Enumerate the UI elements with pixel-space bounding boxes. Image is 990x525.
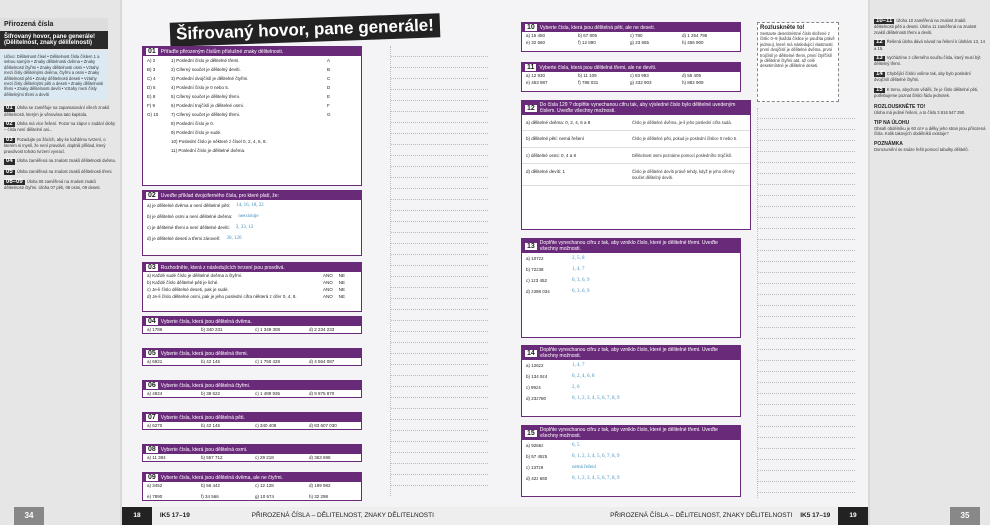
teacher-notes — [0, 102, 120, 197]
statement-row — [143, 272, 361, 279]
no-option[interactable]: NE — [338, 287, 346, 292]
question: d) dělitelné devíti: 1 — [526, 169, 566, 175]
matching-cell: 3) Poslední dvojčíslí je dělitelné čtyřmi. — [171, 76, 249, 81]
matching-row — [143, 146, 361, 155]
page-34 — [0, 0, 120, 525]
note-item — [874, 87, 986, 99]
matching-cell: 1) Poslední číslo je dělitelné třemi. — [171, 58, 240, 63]
explanation: Dělitelnost osmi poznáme pomocí posledního trojčíslí. — [632, 152, 733, 158]
value-option[interactable]: c) 780 — [630, 33, 643, 38]
solution-row — [522, 148, 750, 164]
page-number: 34 — [14, 507, 44, 525]
matching-cell — [147, 130, 165, 135]
exercise-header — [143, 381, 361, 390]
note-number: 15 — [876, 86, 883, 93]
value-option[interactable]: c) 29 218 — [255, 455, 274, 460]
answer-row — [522, 275, 740, 286]
note-text: Vycházíme z ciferného součtu čísla, který musí být dělitelný třemi. — [874, 55, 981, 67]
matching-cell — [327, 130, 337, 135]
matching-cell — [147, 121, 165, 126]
matching-cell: 8) Poslední číslo je 0. — [171, 121, 215, 126]
exercise-07 — [142, 412, 362, 430]
value-option[interactable]: b) 67 805 — [578, 33, 598, 38]
value-option[interactable]: h) 882 909 — [682, 80, 704, 85]
statement: c) Je-li číslo dělitelné deseti, pak je sudé. — [147, 287, 229, 292]
values-row — [143, 390, 361, 397]
matching-cell: 10) Poslední číslo je některé z čísel 0, 2, 4, 6, 8. — [171, 139, 267, 144]
values-row — [522, 32, 740, 46]
question: b) 134 9z4 — [526, 374, 548, 379]
matching-row — [143, 128, 361, 137]
value-option[interactable]: a) 6270 — [147, 423, 163, 428]
value-option[interactable]: c) 340 408 — [255, 423, 277, 428]
value-option[interactable]: c) 1 750 428 — [255, 359, 281, 364]
value-option[interactable]: e) 32 560 — [526, 40, 546, 45]
answer: 3, 33, 12 — [235, 225, 254, 230]
values-row — [143, 422, 361, 429]
exercise-text: Vyberte čísla, která jsou dělitelná osmi. — [160, 446, 248, 453]
answer: neexistuje — [238, 214, 259, 219]
answer: 0, 3, 6, 9 — [572, 289, 590, 294]
exercise-header — [143, 349, 361, 358]
note-item — [874, 71, 986, 83]
question: c) 99z4 — [526, 385, 541, 390]
note-item — [874, 55, 986, 67]
value-option[interactable]: a) 15 450 — [526, 33, 546, 38]
exercise-05 — [142, 348, 362, 366]
value-option[interactable]: b) 42 145 — [201, 359, 221, 364]
question: a) 9266z — [526, 443, 544, 448]
explanation: Číslo je dělitelné devíti právě tehdy, když je jeho ciferný součet dělitelný devíti. — [632, 169, 735, 180]
exercise-04 — [142, 316, 362, 334]
matching-cell: 11) Poslední číslo je dělitelné dvěma. — [171, 148, 246, 153]
question: c) dělitelné osmi: 0, 4 a 8 — [526, 152, 577, 158]
exercise-12: 12 Do čísla 129 ? doplňte vynechanou cifru tak, aby výsledné číslo bylo dělitelné uvedeným číslem. Uveďte všechny možnosti. a) dělitelné dvěma: 0, 2, 4, 6 a 8 Číslo je dělitelné dvěma, je-li jeho poslední cifra sudá. b) dělitelné pěti: nemá řešení Číslo je dělitelné pěti, pokud je poslední číslice 0 nebo 5. c) dělitelné osmi: 0, 4 a 8 Dělitelnost osmi poznáme pomocí posledního trojčíslí. d) dělitelné devíti: 1 Číslo je dělitelné devíti právě tehdy, když je jeho ciferný součet dělitelný devíti. — [521, 100, 751, 230]
page-footer: PŘIROZENÁ ČÍSLA – DĚLITELNOST, ZNAKY DĚLITELNOSTI IK5 17–19 19 — [495, 507, 868, 525]
matching-row — [143, 83, 361, 92]
value-option[interactable]: b) 11 109 — [578, 73, 597, 78]
answer: 2, 5, 8 — [572, 256, 585, 261]
statement: b) Každé číslo dělitelné pěti je liché. — [147, 280, 219, 285]
note-text: Pozadujte po žácích, aby ke každému tvrzení, o kterém si myslí, že není pravdivé, doplnili příklad, který pravdivost tohoto tvrzení vyvrací. — [4, 136, 106, 154]
matching-cell — [147, 148, 165, 153]
value-option[interactable]: b) 557 712 — [201, 455, 223, 460]
question: c) je dělitelné třemi a není dělitelné devíti: — [147, 225, 230, 230]
exercise-14: 14 Doplňte vynechanou cifru z tak, aby vzniklo číslo, které je dělitelné třemi. Uveďte všechny možnosti. a) 126z2 1, 4, 7 b) 134 9z4 0, 2, 4, 6, 8 c) 99z4 2, 6 d) 23z780 0, 1, 2, 3, 4, 5, 6, 7, 8, 9 — [521, 345, 741, 417]
exercise-header — [143, 413, 361, 422]
exercise-header — [143, 473, 361, 482]
question: d) z398 034 — [526, 289, 550, 294]
riddle-box: Rozluskněte to! Sestavte desetimístné číslo složené z číslic 0–9 (každá číslice je použita právě jednou), které má následující vlastnosti: první dvojčíslí je dělitelné dvěma, první trojčíslí je dělitelné třemi, první čtyřčíslí je dělitelné čtyřmi atd. až celé desetimístné je dělitelné deseti. — [757, 22, 839, 102]
yes-option[interactable]: ANO — [323, 280, 333, 285]
exercise-11: 11 Vyberte čísla, která jsou dělitelná třemi, ale ne devíti. a) 12 930 b) 11 109 c) 93 993 d) 55 405 e) 453 987 f) 788 031 g) 432 903 h) 882 909 — [521, 62, 741, 92]
value-option[interactable]: c) 1 349 308 — [255, 327, 281, 332]
question: b) dělitelné pěti: nemá řešení — [526, 136, 585, 142]
question: a) 107z2 — [526, 256, 544, 261]
question: d) 42z 660 — [526, 476, 548, 481]
note-text: Úloha zaměřená na znalost znaků dělitelnosti dvěma. — [16, 158, 116, 164]
value-option[interactable]: d) 55 405 — [682, 73, 702, 78]
exercise-06 — [142, 380, 362, 398]
value-option[interactable]: g) 23 655 — [630, 40, 650, 45]
values-row — [143, 454, 361, 461]
note-number: 03 — [6, 136, 13, 143]
answer: nemá řešení — [572, 465, 597, 470]
note-item — [4, 179, 116, 191]
writing-lines — [390, 46, 488, 496]
answer: 0, 1, 2, 3, 4, 5, 6, 7, 8, 9 — [572, 476, 620, 481]
value-option[interactable]: f) 12 890 — [578, 40, 596, 45]
answer: 1, 4, 7 — [572, 267, 585, 272]
value-option[interactable]: a) 4924 — [147, 391, 163, 396]
values-row — [143, 482, 361, 500]
note-number: 13 — [876, 55, 883, 62]
value-option[interactable]: h) 32 298 — [309, 494, 329, 499]
note-item — [4, 137, 116, 154]
note-item — [4, 158, 116, 164]
matching-cell — [327, 121, 337, 126]
statement: d) Je-li číslo dělitelné osmi, pak je jeho poslední cifra některá z cifer 0, 4, 8. — [147, 294, 297, 299]
exercise-text: Vyberte čísla, která jsou dělitelná dvěma, ale ne čtyřmi. — [160, 474, 283, 481]
question: a) 126z2 — [526, 363, 544, 368]
answer-row — [522, 253, 740, 264]
exercise-header — [143, 317, 361, 326]
answer-row — [522, 451, 740, 462]
exercise-text: Vyberte čísla, která jsou dělitelná pěti. — [160, 414, 245, 421]
exercise-header — [143, 445, 361, 454]
matching-cell: B — [327, 67, 331, 72]
exercise-number: 08 — [148, 446, 156, 453]
topics-box: Učivo: Dělitelnost čísel • Dělitelnost čísla číslem 1 a sebou samým • Znaky dělitelnosti dvěma • Znaky dělitelnosti čtyřmi • Znaky dělitelnosti osmi • Vztahy mezi čísly dělitelnými dvěma, čtyřmi a osmi • Znaky dělitelnosti pěti • Znaky dělitelnosti deseti • Vztahy mezi čísly dělitelnými pěti a deseti • Znaky dělitelnosti třemi • Znaky dělitelnosti devíti • Vztahy mezi čísly dělitelnými třemi a devíti — [0, 51, 108, 100]
value-option[interactable]: h) 456 900 — [682, 40, 704, 45]
note-text: Úloha 10 zaměřená na znalost znaků dělitelnosti pěti a deseti. Úloha 11 zaměřená na znalost znaků dělitelnosti třemi a devíti. — [874, 18, 977, 35]
matching-cell: 6) Poslední trojčíslí je dělitelné osmi. — [171, 103, 245, 108]
matching-cell: 5) Ciferný součet je dělitelný třemi. — [171, 94, 241, 99]
exercise-text: Vyberte čísla, která jsou dělitelná dvěma. — [160, 318, 252, 325]
statement-row — [143, 293, 361, 300]
value-option[interactable]: b) 56 442 — [201, 483, 221, 488]
matching-cell: D — [327, 85, 331, 90]
answer-row — [522, 393, 740, 404]
value-option[interactable]: d) 199 982 — [309, 483, 331, 488]
note-number: 02 — [6, 121, 13, 128]
value-option[interactable]: f) 34 566 — [201, 494, 219, 499]
matching-row — [143, 119, 361, 128]
note-number: 01 — [6, 105, 13, 112]
answer: 0, 1, 2, 3, 4, 5, 6, 7, 8, 9 — [572, 396, 620, 401]
question: c) 1z3 452 — [526, 278, 548, 283]
matching-cell: 2) Ciferný součet je dělitelný devíti. — [171, 67, 241, 72]
note-text: Řešená úloha dává návod na řešení k úlohám 13, 14 a 15. — [874, 39, 985, 51]
matching-row — [143, 92, 361, 101]
matching-cell: 4) Poslední číslo je 0 nebo 5. — [171, 85, 230, 90]
answer-row — [522, 440, 740, 451]
answer: 14, 16, 18, 22 — [236, 203, 264, 208]
answer-row — [143, 200, 361, 211]
note-text: Chybějící číslici volíme tak, aby bylo poslední dvojčíslí dělitelné čtyřmi. — [874, 70, 971, 83]
answer-row — [522, 371, 740, 382]
matching-row — [143, 110, 361, 119]
matching-cell: C — [327, 76, 331, 81]
question: b) 57 48z5 — [526, 454, 548, 459]
page-number: 35 — [950, 507, 980, 525]
note-number: 05 — [6, 168, 13, 175]
matching-row — [143, 74, 361, 83]
value-option[interactable]: g) 10 674 — [255, 494, 275, 499]
answer: 1, 4, 7 — [572, 363, 585, 368]
answer-row — [522, 264, 740, 275]
note-text: Úloha zaměřená na znalost znaků dělitelnosti třemi. — [16, 168, 113, 174]
exercise-text: Vyberte čísla, která jsou dělitelná čtyřmi. — [160, 382, 251, 389]
no-option[interactable]: NE — [338, 280, 346, 285]
matching-cell: E — [327, 94, 331, 99]
exercise-number: 05 — [148, 350, 156, 357]
value-option[interactable]: b) 340 231 — [201, 327, 223, 332]
page-19 — [495, 0, 868, 525]
value-option[interactable]: a) 6921 — [147, 359, 163, 364]
value-option[interactable]: d) 363 698 — [309, 455, 331, 460]
value-option[interactable]: c) 12 128 — [255, 483, 274, 488]
exercise-01: 01 Přiřaďte přirozeným číslům příslušné znaky dělitelnosti. A) 2 1) Poslední číslo je dělitelné třemi. A B) 3 2) Ciferný součet je dělitelný devíti. B C) 4 3) Poslední dvojčíslí je dělitelné čtyřmi. C D) 5 4) Poslední číslo je 0 nebo 5. D E) 8 5) Ciferný součet je dělitelný třemi. E F) 9 6) Poslední trojčíslí je dělitelné osmi. F G) 10 7) Ciferný součet je dělitelný třemi. G 8) Poslední číslo je 0. 9) Poslední číslo je sudé. 10) Poslední číslo je některé z čísel 0, 2, 4, 6, 8. 11) Poslední číslo je dělitelné dvěma. — [142, 46, 362, 186]
matching-cell — [327, 139, 337, 144]
answer-row — [143, 222, 361, 233]
value-option[interactable]: b) 42 145 — [201, 423, 221, 428]
matching-cell: 7) Ciferný součet je dělitelný třemi. — [171, 112, 241, 117]
question: b) 72z38 — [526, 267, 544, 272]
question: d) 23z780 — [526, 396, 547, 401]
note-item — [874, 18, 986, 35]
exercise-text: Vyberte čísla, která jsou dělitelná třemi. — [160, 350, 248, 357]
value-option[interactable]: c) 1 489 936 — [255, 391, 281, 396]
question: c) 137z9 — [526, 465, 544, 470]
yes-option[interactable]: ANO — [323, 294, 333, 299]
matching-row — [143, 56, 361, 65]
answer: 2, 6 — [572, 385, 580, 390]
statement-row — [143, 279, 361, 286]
matching-cell: F — [327, 103, 330, 108]
value-option[interactable]: b) 38 622 — [201, 391, 221, 396]
note-number: 10–11 — [876, 18, 893, 24]
answer-row — [522, 286, 740, 297]
explanation: Číslo je dělitelné dvěma, je-li jeho poslední cifra sudá. — [632, 120, 732, 125]
note-number: 12 — [876, 39, 883, 46]
no-option[interactable]: NE — [338, 273, 346, 278]
statement-row — [143, 286, 361, 293]
note-text: Úloha se zaměřuje na zapamatování všech znaků dělitelnosti, kterým je věnována tato kapitola. — [4, 105, 110, 117]
answer: 0, 3, 6, 9 — [572, 278, 590, 283]
explanation: Číslo je dělitelné pěti, pokud je poslední číslice 0 nebo 5. — [632, 136, 738, 142]
teacher-notes — [870, 0, 990, 98]
matching-cell: B) 3 — [147, 67, 156, 72]
question: a) dělitelné dvěma: 0, 2, 4, 6 a 8 — [526, 120, 591, 125]
answer: 0, 5 — [572, 443, 580, 448]
answer-row — [522, 473, 740, 484]
question: b) je dělitelné osmi a není dělitelné dvěma: — [147, 214, 233, 219]
answer-row — [522, 462, 740, 473]
matching-cell: A — [327, 58, 331, 63]
value-option[interactable]: e) 7890 — [147, 494, 163, 499]
matching-cell: D) 5 — [147, 85, 156, 90]
chapter-heading: Šifrovaný hovor, pane generále! (Dělitelnost, znaky dělitelnosti) — [0, 31, 108, 49]
values-row — [143, 326, 361, 333]
note-item — [4, 169, 116, 175]
answer: 0, 1, 2, 3, 4, 5, 6, 7, 8, 9 — [572, 454, 620, 459]
value-option[interactable]: a) 11 384 — [147, 455, 166, 460]
value-option[interactable]: f) 788 031 — [578, 80, 599, 85]
exercise-number: 06 — [148, 382, 156, 389]
riddle-note: ROZLOUSKNĚTE TO! Úloha má jediné řešení, a to číslo 3 816 547 290. TIP NA ÚLOHU Obsah obdélníku je 60 cm² a délky jeho stran jsou přirozená čísla. Kolik takových obdélníků existuje? POZNÁMKA Dorozumění se snáze řešit pomocí tabulky dělitelů. — [874, 104, 986, 152]
page-35 — [870, 0, 990, 525]
note-number: 14 — [876, 70, 883, 77]
solution-row — [522, 115, 750, 131]
value-option[interactable]: a) 1786 — [147, 327, 163, 332]
no-option[interactable]: NE — [338, 294, 346, 299]
value-option[interactable]: e) 453 987 — [526, 80, 548, 85]
values-row — [522, 72, 740, 86]
yes-option[interactable]: ANO — [323, 287, 333, 292]
matching-cell: E) 8 — [147, 94, 156, 99]
question: d) je dělitelné deseti a třemi zároveň: — [147, 236, 221, 241]
value-option[interactable]: d) 1 254 795 — [682, 33, 708, 38]
answer-row — [522, 382, 740, 393]
matching-cell: F) 9 — [147, 103, 156, 108]
matching-cell: A) 2 — [147, 58, 156, 63]
statement: a) Každé sudé číslo je dělitelné dvěma a čtyřmi. — [147, 273, 243, 278]
page-18 — [122, 0, 495, 525]
yes-option[interactable]: ANO — [323, 273, 333, 278]
exercise-number: 07 — [148, 414, 156, 421]
exercise-number: 09 — [148, 474, 156, 481]
matching-cell: G) 10 — [147, 112, 159, 117]
value-option[interactable]: d) 9 875 870 — [309, 391, 335, 396]
solution-row — [522, 164, 750, 186]
exercise-09 — [142, 472, 362, 501]
value-option[interactable]: c) 93 993 — [630, 73, 649, 78]
note-number: 04 — [6, 158, 13, 165]
exercise-02: 02 Uveďte příklad dvojciferného čísla, pro které platí, že: a) je dělitelné dvěma a není dělitelné pěti: 14, 16, 18, 22 b) je dělitelné osmi a není dělitelné dvěma: neexistuje c) je dělitelné třemi a není dělitelné devíti: 3, 33, 12 d) je dělitelné deseti a třemi zároveň: 30, 120 — [142, 190, 362, 256]
value-option[interactable]: d) 4 564 087 — [309, 359, 335, 364]
matching-cell: 9) Poslední číslo je sudé. — [171, 130, 222, 135]
value-option[interactable]: a) 3452 — [147, 483, 163, 488]
answer-row — [143, 233, 361, 244]
note-item — [874, 39, 986, 51]
page-footer: 18 IK5 17–19 PŘIROZENÁ ČÍSLA – DĚLITELNOST, ZNAKY DĚLITELNOSTI — [122, 507, 495, 525]
exercise-10: 10 Vyberte čísla, která jsou dělitelná pěti, ale ne deseti. a) 15 450 b) 67 805 c) 780 d) 1 254 795 e) 32 560 f) 12 890 g) 23 655 h) 456 900 — [521, 22, 741, 52]
note-text: Úloha má více řešení. Pozor na zápor v zadání úlohy – čísla není dělitelné ani... — [4, 121, 116, 133]
values-row — [143, 358, 361, 365]
exercise-03: 03 Rozhodněte, která z následujících tvrzení jsou pravdivá. a) Každé sudé číslo je dělitelné dvěma a čtyřmi. ANO NE b) Každé číslo dělitelné pěti je liché. ANO NE c) Je-li číslo dělitelné deseti, pak je sudé. ANO NE d) Je-li číslo dělitelné osmi, pak je jeho poslední cifra některá z cifer 0, 4, 8. ANO NE — [142, 262, 362, 312]
value-option[interactable]: d) 83 607 030 — [309, 423, 337, 428]
answer-row — [143, 211, 361, 222]
matching-row — [143, 65, 361, 74]
exercise-number: 04 — [148, 318, 156, 325]
matching-cell: C) 4 — [147, 76, 156, 81]
note-item — [4, 105, 116, 117]
note-item — [4, 121, 116, 133]
solution-row — [522, 131, 750, 147]
answer: 30, 120 — [226, 236, 242, 241]
exercise-15: 15 Doplňte vynechanou cifru z tak, aby vzniklo číslo, které je dělitelné třemi. Uveďte všechny možnosti. a) 9266z 0, 5 b) 57 48z5 0, 1, 2, 3, 4, 5, 6, 7, 8, 9 c) 137z9 nemá řešení d) 42z 660 0, 1, 2, 3, 4, 5, 6, 7, 8, 9 — [521, 425, 741, 497]
matching-cell — [327, 148, 337, 153]
page-title: Šifrovaný hovor, pane generále! — [170, 13, 441, 46]
value-option[interactable]: a) 12 930 — [526, 73, 546, 78]
note-text: Úloha 06 zaměřená na znalost znaků dělitelnosti čtyřmi. Úloha 07 pěti, 08 osmi, 09 deseti. — [4, 178, 101, 191]
matching-cell — [147, 139, 165, 144]
note-text: K tomu, abychom věděli, že je číslo dělitelné pěti, potřebujeme poznat číslici řádu jednotek. — [874, 86, 979, 99]
matching-cell: G — [327, 112, 331, 117]
writing-lines — [757, 108, 855, 498]
answer: 0, 2, 4, 6, 8 — [572, 374, 595, 379]
exercise-08 — [142, 444, 362, 462]
value-option[interactable]: g) 432 903 — [630, 80, 652, 85]
matching-row — [143, 101, 361, 110]
exercise-13: 13 Doplňte vynechanou cifru z tak, aby vzniklo číslo, které je dělitelné třemi. Uveďte všechny možnosti. a) 107z2 2, 5, 8 b) 72z38 1, 4, 7 c) 1z3 452 0, 3, 6, 9 d) z398 034 0, 3, 6, 9 — [521, 238, 741, 338]
answer-row — [522, 360, 740, 371]
value-option[interactable]: d) 2 234 233 — [309, 327, 335, 332]
section-title: Přirozená čísla — [0, 18, 108, 31]
matching-row — [143, 137, 361, 146]
question: a) je dělitelné dvěma a není dělitelné pěti: — [147, 203, 231, 208]
note-number: 06–09 — [6, 178, 23, 185]
